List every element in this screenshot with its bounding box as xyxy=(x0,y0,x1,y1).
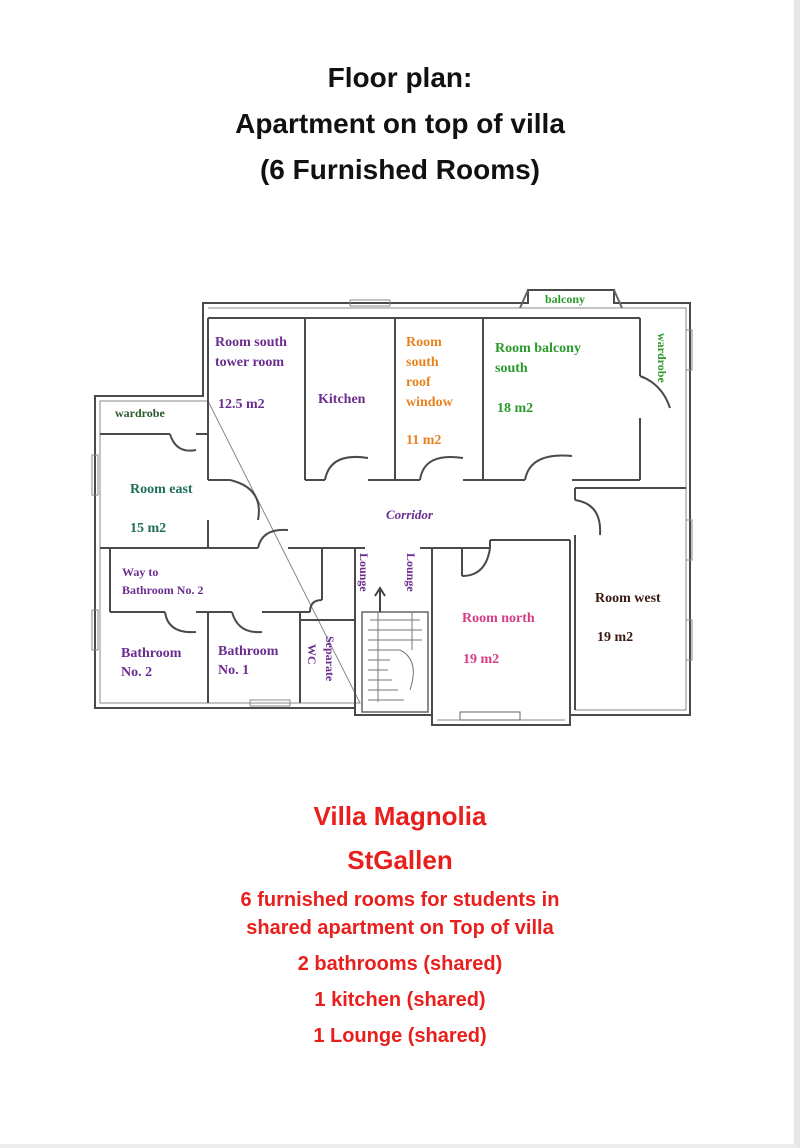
label-room-south-roof-4: window xyxy=(406,395,453,410)
label-way-to-bathroom-1: Way to xyxy=(122,565,159,579)
info-line-1: 6 furnished rooms for students in xyxy=(240,889,560,911)
label-kitchen: Kitchen xyxy=(318,392,366,407)
info-lounge: 1 Lounge (shared) xyxy=(313,1025,487,1047)
label-wardrobe-left: wardrobe xyxy=(115,406,165,420)
label-room-south-roof-area: 11 m2 xyxy=(406,433,442,448)
label-way-to-bathroom-2: Bathroom No. 2 xyxy=(122,583,204,597)
label-lounge-left: Lounge xyxy=(357,553,371,592)
label-lounge-right: Lounge xyxy=(404,553,418,592)
info-kitchen: 1 kitchen (shared) xyxy=(314,989,486,1011)
title-line-2: Apartment on top of villa xyxy=(235,108,565,139)
info-line-2: shared apartment on Top of villa xyxy=(246,917,554,939)
label-wardrobe-right: wardrobe xyxy=(655,333,669,383)
label-room-south-tower-2: tower room xyxy=(215,355,285,370)
label-balcony: balcony xyxy=(545,292,586,306)
label-room-east: Room east xyxy=(130,482,193,497)
label-room-west: Room west xyxy=(595,591,661,606)
label-room-balcony-south-1: Room balcony xyxy=(495,341,581,356)
label-room-north-area: 19 m2 xyxy=(463,652,500,667)
label-room-south-tower-1: Room south xyxy=(215,335,287,350)
label-room-south-tower-area: 12.5 m2 xyxy=(218,397,265,412)
label-room-south-roof-3: roof xyxy=(406,375,431,390)
title-line-1: Floor plan: xyxy=(327,62,473,93)
villa-name: Villa Magnolia xyxy=(313,801,487,831)
label-bathroom-1-line1: Bathroom xyxy=(218,644,279,659)
label-corridor: Corridor xyxy=(386,507,433,522)
label-room-south-roof-2: south xyxy=(406,355,439,370)
label-room-balcony-south-area: 18 m2 xyxy=(497,401,534,416)
label-room-west-area: 19 m2 xyxy=(597,630,634,645)
label-bathroom-2-line2: No. 2 xyxy=(121,665,153,680)
label-room-balcony-south-2: south xyxy=(495,361,528,376)
title-line-3: (6 Furnished Rooms) xyxy=(259,154,540,185)
label-room-south-roof-1: Room xyxy=(406,335,442,350)
info-bathrooms: 2 bathrooms (shared) xyxy=(297,953,503,975)
label-separate-wc-1: Separate xyxy=(323,636,337,682)
villa-city: StGallen xyxy=(347,845,453,875)
label-room-north: Room north xyxy=(462,611,535,626)
label-room-east-area: 15 m2 xyxy=(130,521,167,536)
label-separate-wc-2: WC xyxy=(305,644,319,665)
label-bathroom-1-line2: No. 1 xyxy=(218,663,250,678)
label-bathroom-2-line1: Bathroom xyxy=(121,646,182,661)
